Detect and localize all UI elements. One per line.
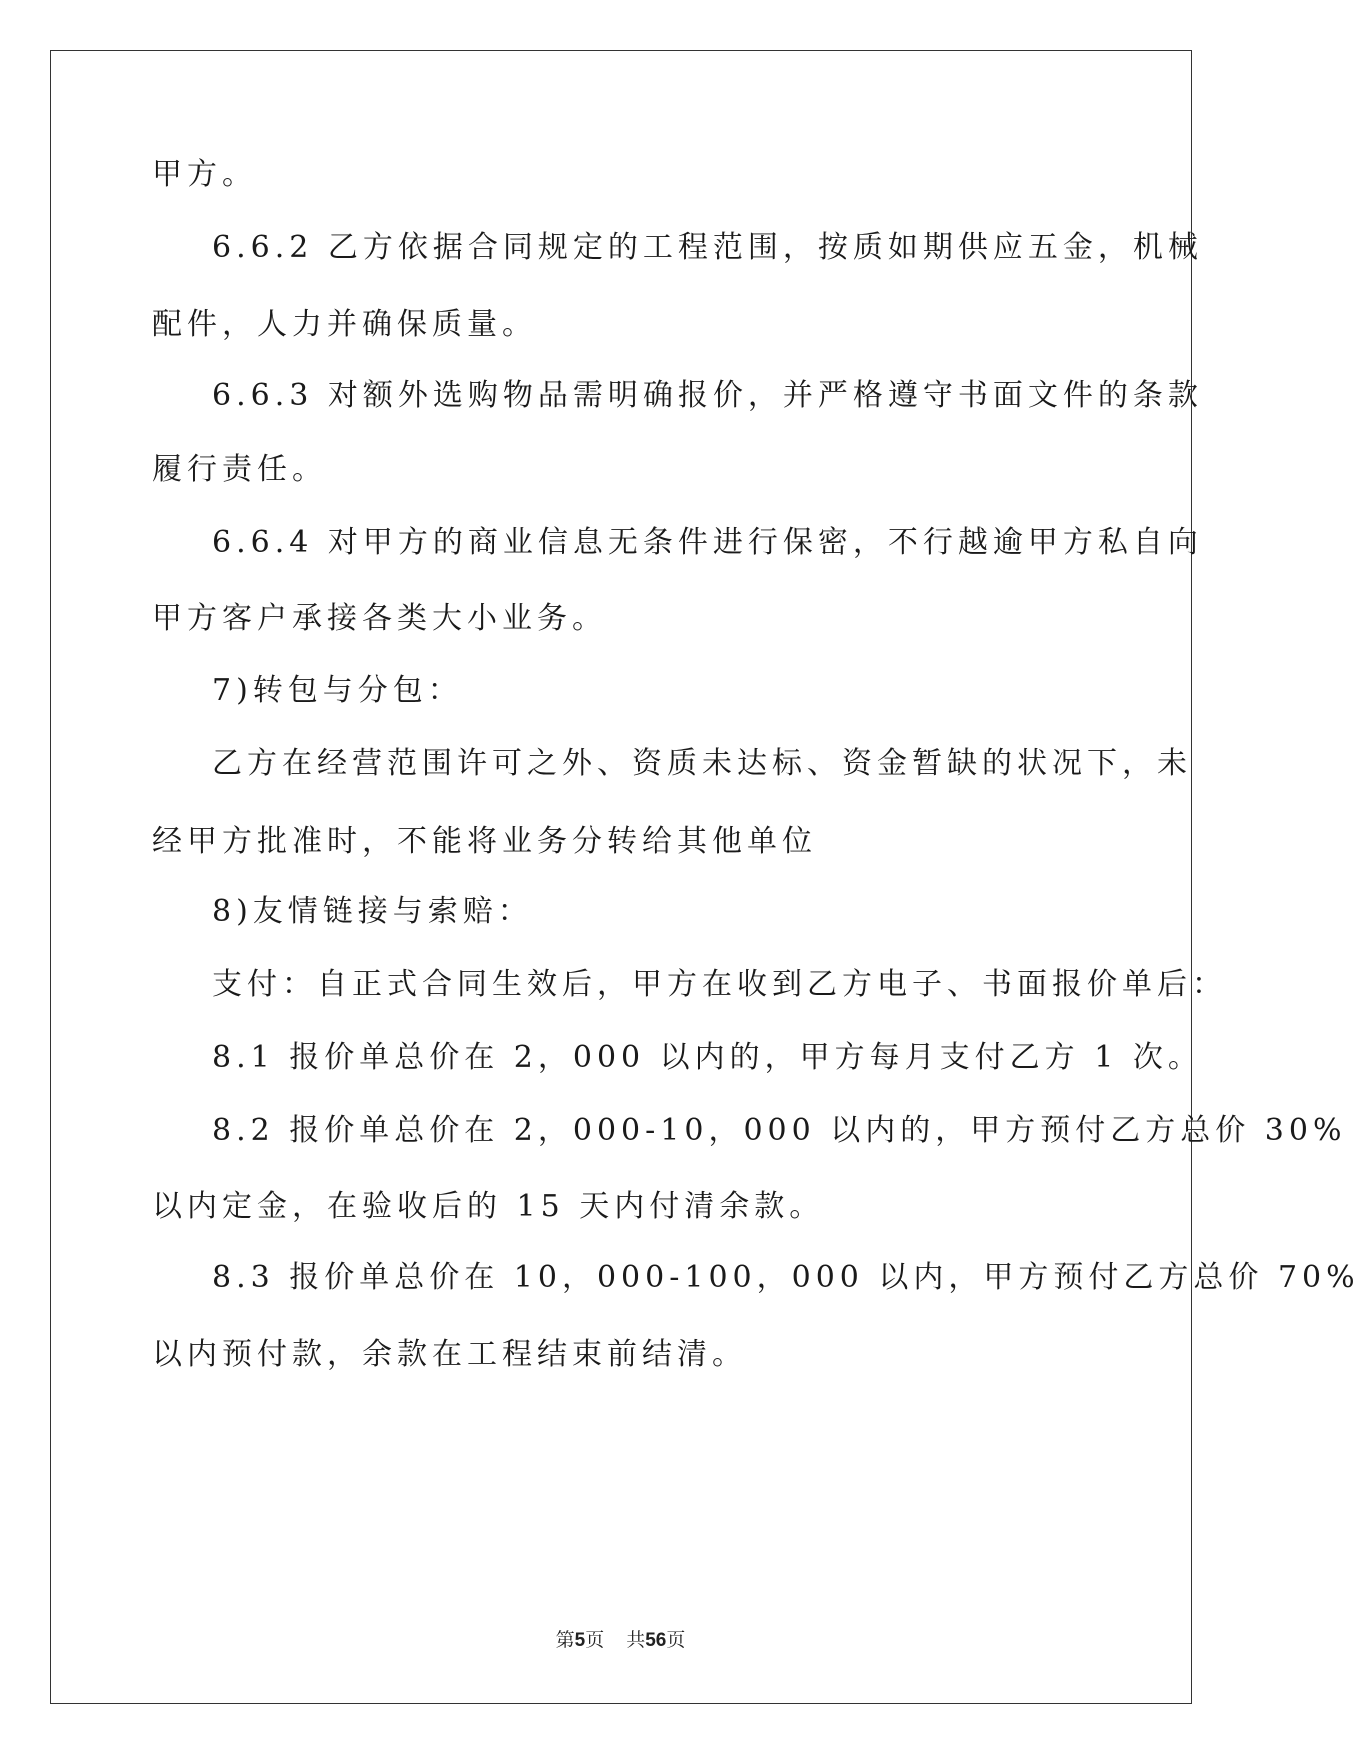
page-footer [0,1625,1241,1652]
total-suffix: 页 [666,1630,686,1651]
text-line-7: 甲方客户承接各类大小业务。 [152,601,607,636]
text-line-6: 6.6.4 对甲方的商业信息无条件进行保密，不行越逾甲方私自向 [212,525,1203,560]
total-prefix: 共 [626,1630,646,1651]
text-line-2: 6.6.2 乙方依据合同规定的工程范围，按质如期供应五金，机械 [212,230,1203,265]
text-line-8: 7)转包与分包： [212,673,463,708]
text-line-10: 经甲方批准时，不能将业务分转给其他单位 [152,824,817,859]
text-line-13: 8.1 报价单总价在 2，000 以内的，甲方每月支付乙方 1 次。 [212,1040,1203,1075]
text-line-1: 甲方。 [152,157,257,192]
page-suffix: 页 [585,1630,605,1651]
text-line-4: 6.6.3 对额外选购物品需明确报价，并严格遵守书面文件的条款 [212,378,1203,413]
page-number: 5 [574,1630,586,1651]
text-line-17: 以内预付款，余款在工程结束前结清。 [152,1337,747,1372]
text-line-12: 支付：自正式合同生效后，甲方在收到乙方电子、书面报价单后： [212,967,1227,1002]
text-line-11: 8)友情链接与索赔： [212,894,533,929]
page-prefix: 第 [555,1630,575,1651]
text-line-5: 履行责任。 [152,452,327,487]
total-pages: 56 [645,1630,667,1651]
text-line-14: 8.2 报价单总价在 2，000-10，000 以内的，甲方预付乙方总价 30% [212,1113,1347,1148]
page-border [50,50,1192,1704]
text-line-3: 配件，人力并确保质量。 [152,307,537,342]
text-line-9: 乙方在经营范围许可之外、资质未达标、资金暂缺的状况下，未 [212,746,1192,781]
text-line-16: 8.3 报价单总价在 10，000-100，000 以内，甲方预付乙方总价 70% [212,1260,1360,1295]
text-line-15: 以内定金，在验收后的 15 天内付清余款。 [152,1189,825,1224]
